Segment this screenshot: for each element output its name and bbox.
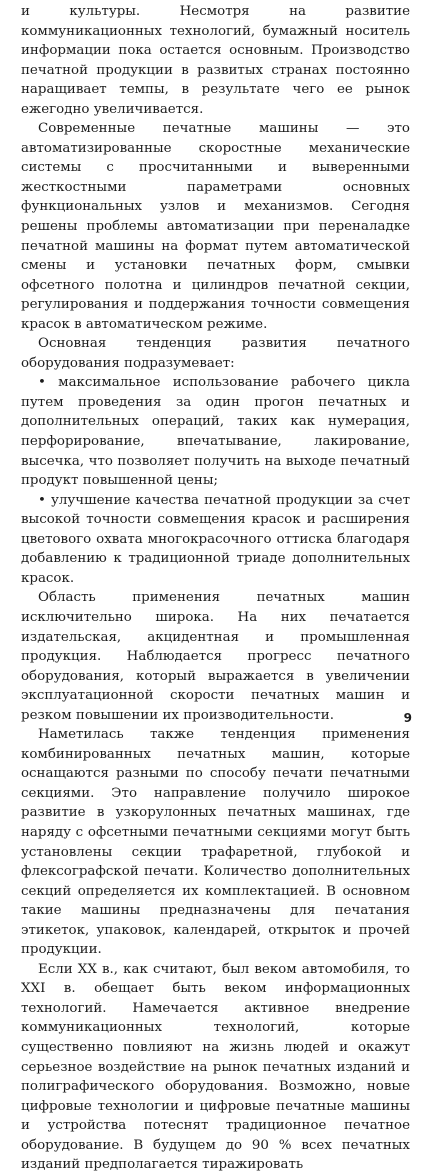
- paragraph-modern-machines: Современные печатные машины — это автоматизированные скоростные механические системы с просчитанными и выверенными жесткостными параметрами основных функциональных узлов и механизмов. Сегодня решены проблемы автоматизации при переналадке печатной машины на формат путем автоматической смены и установки печатных форм, смывки офсетного полотна и цилиндров печатной секции, регулирования и поддержания точности совмещения красок в автоматическом режиме.: [21, 121, 410, 332]
- body-text: [21, 2, 410, 1175]
- paragraph-continuation: и культуры. Несмотря на развитие коммуникационных технологий, бумажный носитель информации пока остается основным. Производство печатной продукции в развитых странах постоянно наращивает темпы, в результате чего ее рынок ежегодно увеличивается.: [21, 4, 410, 117]
- bullet-item-quality: • улучшение качества печатной продукции за счет высокой точности совмещения красок и расширения цветового охвата многокрасочного оттиска благодаря добавлению к традиционной триаде дополнительных красок.: [21, 492, 410, 586]
- page-number: 9: [403, 711, 412, 725]
- paragraph-information-age: Если XX в., как считают, был веком автомобиля, то XXI в. обещает быть веком информационных технологий. Намечается активное внедрение коммуникационных технологий, которые существенно повлияют на жизнь людей и окажут серьезное воздействие на рынок печатных изданий и полиграфического оборудования. Возможно, новые цифровые технологии и цифровые печатные машины и устройства потеснят традиционное печатное оборудование. В будущем до 90 % всех печатных изданий предполагается тиражировать: [21, 961, 410, 1173]
- bullet-item-work-cycle: • максимальное использование рабочего цикла путем проведения за один прогон печатных и дополнительных операций, таких как нумерация, перфорирование, впечатывание, лакирование, высечка, что позволяет получить на выходе печатный продукт повышенной цены;: [21, 375, 410, 489]
- paragraph-main-trend: Основная тенденция развития печатного оборудования подразумевает:: [21, 336, 410, 371]
- paragraph-combined-machines: Наметилась также тенденция применения комбинированных печатных машин, которые оснащаются разными по способу печати печатными секциями. Это направление получило широкое развитие в узкорулонных печатных машинах, где наряду с офсетными печатными секциями могут быть установлены секции трафаретной, глубокой и флексографской печати. Количество дополнительных секций определяется их комплектацией. В основном такие машины предназначены для печатания этикеток, упаковок, календарей, открыток и прочей продукции.: [21, 727, 410, 958]
- paragraph-application-area: Область применения печатных машин исключительно широка. На них печатается издательская, акцидентная и промышленная продукция. Наблюдается прогресс печатного оборудования, который выражается в увеличении эксплуатационной скорости печатных машин и резком повышении их производительности.: [21, 590, 410, 723]
